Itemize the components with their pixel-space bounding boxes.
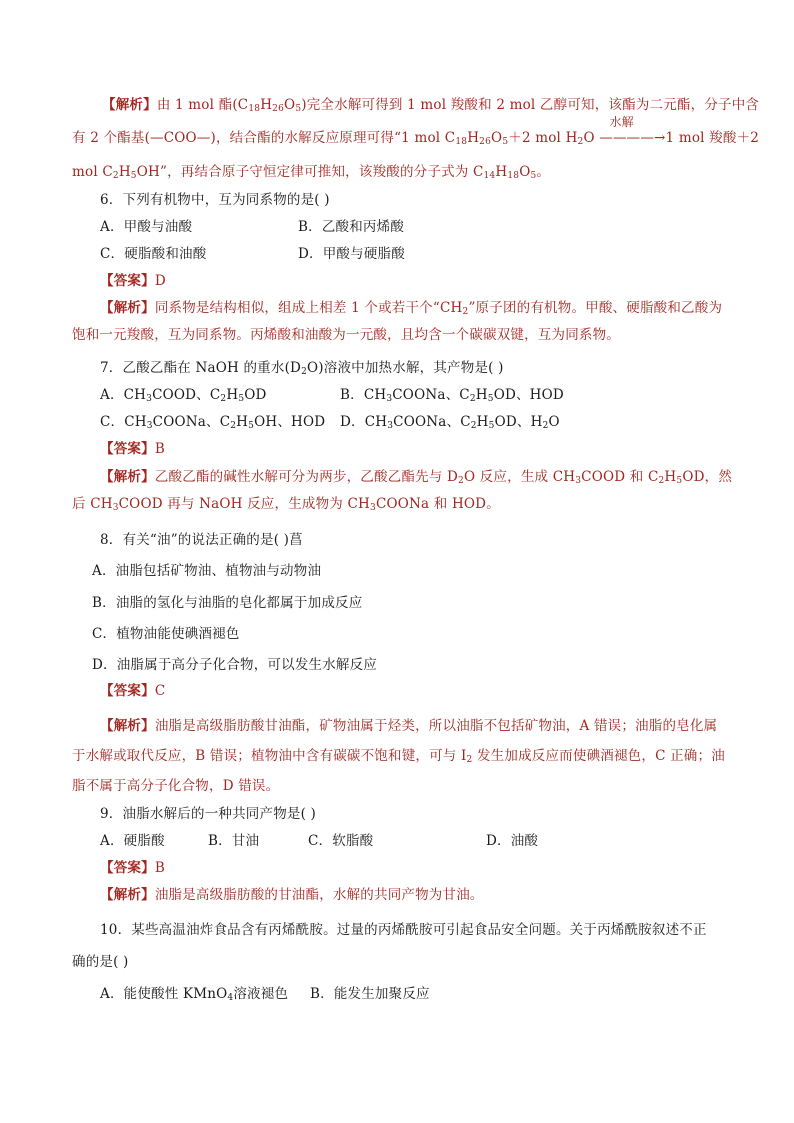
q9-option-d: D．油酸 bbox=[486, 833, 539, 849]
q7-option-b: B．$CH_3COONa$、$C_2H_5OD$、HOD bbox=[340, 387, 564, 404]
q9-option-c: C．软脂酸 bbox=[308, 833, 374, 849]
q8-option-c: C．植物油能使碘酒褪色 bbox=[92, 626, 240, 642]
q10-stem-line2: 确的是( ) bbox=[72, 954, 129, 970]
q7-option-d: D．$CH_3COONa$、$C_2H_5OD$、$H_2O$ bbox=[340, 414, 560, 431]
q6-option-a: A．甲酸与油酸 bbox=[100, 219, 193, 235]
q10-options bbox=[100, 984, 760, 1004]
q9-option-b: B．甘油 bbox=[208, 833, 260, 849]
q10-option-b: B．能发生加聚反应 bbox=[310, 986, 430, 1002]
q10-stem-line1: 10．某些高温油炸食品含有丙烯酰胺。过量的丙烯酰胺可引起食品安全问题。关于丙烯酰胺叙述不正 bbox=[100, 922, 707, 938]
q5-analysis-line1: 【解析】由 1 mol 酯$(C_{18}H_{26}O_5)$完全水解可得到 1 mol 羧酸和 2 mol 乙醇可知，该酯为二元酯，分子中含 bbox=[102, 97, 760, 114]
hydrolysis-arrow: 水解 O ———— bbox=[583, 128, 654, 148]
arrow-label: 水解 bbox=[609, 115, 634, 129]
q8-option-a: A．油脂包括矿物油、植物油与动物油 bbox=[92, 563, 322, 579]
q8-option-b: B．油脂的氢化与油脂的皂化都属于加成反应 bbox=[92, 595, 363, 611]
q8-analysis-line3: 脂不属于高分子化合物，D 错误。 bbox=[72, 778, 280, 794]
q8-analysis-line2: 于水解或取代反应，B 错误；植物油中含有碳碳不饱和键，可与 $I_2$ 发生加成反应而使碘酒褪色，C 正确；油 bbox=[72, 748, 725, 765]
q6-option-b: B．乙酸和丙烯酸 bbox=[298, 219, 405, 235]
q7-answer: 【答案】B bbox=[100, 441, 165, 457]
q7-options-row1 bbox=[100, 385, 760, 405]
q8-option-d: D．油脂属于高分子化合物，可以发生水解反应 bbox=[92, 657, 378, 673]
q7-options-row2 bbox=[100, 412, 760, 432]
q9-stem: 9．油脂水解后的一种共同产物是( ) bbox=[100, 806, 317, 822]
q6-answer: 【答案】D bbox=[100, 273, 166, 289]
q5-analysis-line3: mol $C_2H_5OH$”，再结合原子守恒定律可推知，该羧酸的分子式为 $C_{14}H_{18}O_5$。 bbox=[72, 164, 551, 181]
q7-analysis-line2: 后 $CH_3COOD$ 再与 NaOH 反应，生成物为 $CH_3COONa$ 和 HOD。 bbox=[72, 496, 500, 513]
q7-option-a: A．$CH_3COOD$、$C_2H_5OD$ bbox=[100, 387, 267, 404]
q6-analysis-line2: 饱和一元羧酸，互为同系物。丙烯酸和油酸为一元酸，且均含一个碳碳双键，互为同系物。 bbox=[72, 327, 620, 343]
q6-option-d: D．甲酸与硬脂酸 bbox=[298, 246, 405, 262]
q6-stem: 6．下列有机物中，互为同系物的是( ) bbox=[100, 192, 330, 208]
q9-options bbox=[100, 831, 760, 851]
q7-analysis-line1: 【解析】乙酸乙酯的碱性水解可分为两步，乙酸乙酯先与 $D_2O$ 反应，生成 $CH_3COOD$ 和 $C_2H_5OD$，然 bbox=[100, 469, 733, 486]
q9-option-a: A．硬脂酸 bbox=[100, 833, 165, 849]
q9-answer: 【答案】B bbox=[100, 860, 165, 876]
q6-option-c: C．硬脂酸和油酸 bbox=[100, 246, 207, 262]
q6-options-row1 bbox=[100, 217, 760, 237]
q9-analysis: 【解析】油脂是高级脂肪酸的甘油酯，水解的共同产物为甘油。 bbox=[100, 887, 484, 903]
q8-answer: 【答案】C bbox=[100, 683, 166, 699]
q5-analysis-line2: 有 2 个酯基(—COO—)，结合酯的水解反应原理可得“1 mol $C_{18}H_{26}O_5+2$ mol $H_2$ 水解 O ————→1 mol 羧酸＋2 bbox=[72, 128, 732, 148]
q7-option-c: C．$CH_3COONa$、$C_2H_5OH$、HOD bbox=[100, 414, 326, 431]
q6-analysis-line1: 【解析】同系物是结构相似，组成上相差 1 个或若干个“$CH_2$”原子团的有机物。甲酸、硬脂酸和乙酸为 bbox=[100, 300, 723, 317]
q10-option-a: A．能使酸性 KMnO$_4$溶液褪色 bbox=[100, 986, 289, 1003]
q8-stem: 8．有关“油”的说法正确的是( )菖 bbox=[100, 532, 303, 548]
q8-analysis-line1: 【解析】油脂是高级脂肪酸甘油酯，矿物油属于烃类，所以油脂不包括矿物油，A 错误；油脂的皂化属 bbox=[100, 718, 718, 734]
q6-options-row2 bbox=[100, 244, 760, 264]
q7-stem: 7．乙酸乙酯在 NaOH 的重水$(D_2O)$溶液中加热水解，其产物是( ) bbox=[100, 360, 504, 377]
analysis-tag: 【解析】 bbox=[102, 97, 157, 113]
